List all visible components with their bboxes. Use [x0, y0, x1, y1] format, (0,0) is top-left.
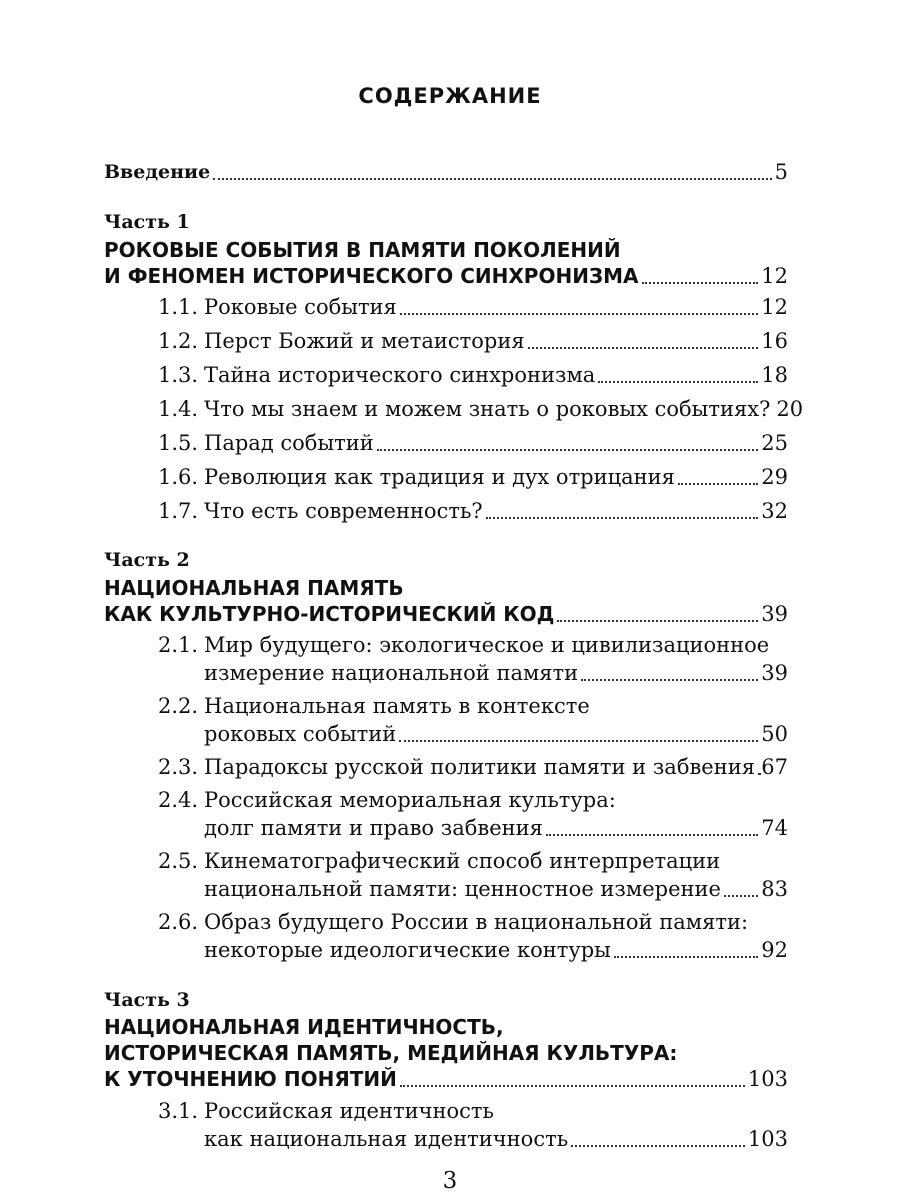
section-title: Парадоксы русской политики памяти и забвения: [204, 755, 755, 779]
section-number: 3.1.: [158, 1099, 199, 1123]
toc-entry-page: 5: [774, 160, 788, 184]
leader-dots: [486, 517, 759, 519]
toc-entry-page: 74: [761, 816, 788, 840]
toc-entry-page: 103: [747, 1127, 788, 1151]
leader-dots: [528, 347, 759, 349]
part-label: Часть 1: [104, 211, 190, 233]
toc-entry-part-1[interactable]: [104, 262, 788, 290]
leader-dots: [399, 740, 758, 742]
toc-entry-page: 16: [761, 329, 788, 353]
section-title: Что есть современность?: [204, 499, 483, 523]
section-title: Революция как традиция и дух отрицания: [204, 465, 675, 489]
toc-entry-section[interactable]: [204, 875, 788, 903]
part-heading-line: РОКОВЫЕ СОБЫТИЯ В ПАМЯТИ ПОКОЛЕНИЙ: [104, 238, 621, 262]
leader-dots: [377, 449, 758, 451]
toc-entry-page: 20: [776, 397, 804, 421]
toc-entry-section[interactable]: [204, 497, 788, 525]
section-number: 2.4.: [158, 788, 199, 812]
toc-entry-page: 67: [761, 755, 788, 779]
leader-dots: [400, 1085, 745, 1087]
part-heading-line: К УТОЧНЕНИЮ ПОНЯТИЙ: [104, 1067, 397, 1091]
section-title: Парад событий: [204, 431, 374, 455]
section-number: 1.4.: [158, 397, 199, 421]
toc-entry-page: 12: [761, 264, 788, 288]
section-title: национальной памяти: ценностное измерение: [204, 877, 721, 901]
part-heading-line: НАЦИОНАЛЬНАЯ ИДЕНТИЧНОСТЬ,: [104, 1015, 504, 1039]
toc-entry-section[interactable]: [204, 1125, 788, 1153]
toc-entry-section[interactable]: [204, 936, 788, 964]
toc-entry-page: 32: [761, 499, 788, 523]
section-number: 2.2.: [158, 694, 199, 718]
leader-dots: [581, 679, 758, 681]
section-title: долг памяти и право забвения: [204, 816, 543, 840]
section-number: 2.3.: [158, 755, 199, 779]
toc-entry-page: 25: [761, 431, 788, 455]
part-heading-line: КАК КУЛЬТУРНО-ИСТОРИЧЕСКИЙ КОД: [104, 602, 555, 626]
toc-entry-part-3[interactable]: [104, 1065, 788, 1093]
toc-entry-page: 83: [761, 877, 788, 901]
section-number: 2.6.: [158, 910, 199, 934]
toc-entry-section[interactable]: [204, 361, 788, 389]
page-title: СОДЕРЖАНИЕ: [358, 84, 542, 108]
leader-dots: [571, 1145, 745, 1147]
toc-entry-page: 50: [761, 722, 788, 746]
section-number: 1.1.: [158, 295, 199, 319]
section-title: Роковые события: [204, 295, 397, 319]
toc-entry-section[interactable]: [204, 429, 788, 457]
section-title: Мир будущего: экологическое и цивилизационное: [204, 633, 770, 657]
page-number: 3: [442, 1168, 458, 1194]
section-title: Тайна исторического синхронизма: [204, 363, 596, 387]
leader-dots: [557, 620, 758, 622]
toc-entry-section[interactable]: [204, 720, 788, 748]
section-title: Национальная память в контексте: [204, 694, 590, 718]
leader-dots: [213, 178, 771, 180]
section-title: роковых событий: [204, 722, 397, 746]
toc-entry-page: 29: [761, 465, 788, 489]
section-title: Образ будущего России в национальной памяти:: [204, 910, 749, 934]
section-title: некоторые идеологические контуры: [204, 938, 611, 962]
toc-entry-section[interactable]: [204, 463, 788, 491]
part-label: Часть 3: [104, 989, 190, 1011]
leader-dots: [678, 483, 758, 485]
section-title: Российская мемориальная культура:: [204, 788, 616, 812]
toc-entry-label: Введение: [104, 161, 211, 183]
leader-dots: [546, 834, 758, 836]
toc-entry-page: 12: [761, 295, 788, 319]
leader-dots: [724, 895, 758, 897]
leader-dots: [614, 956, 758, 958]
toc-entry-page: 103: [747, 1067, 788, 1091]
part-label: Часть 2: [104, 549, 190, 571]
toc-entry-page: 18: [761, 363, 788, 387]
toc-entry-section[interactable]: [204, 753, 788, 781]
section-number: 2.5.: [158, 849, 199, 873]
toc-entry-section[interactable]: [204, 395, 804, 423]
toc-entry-page: 92: [761, 938, 788, 962]
section-number: 1.2.: [158, 329, 199, 353]
section-number: 1.7.: [158, 499, 199, 523]
leader-dots: [642, 282, 759, 284]
section-title: как национальная идентичность: [204, 1127, 569, 1151]
toc-entry-part-2[interactable]: [104, 600, 788, 628]
section-number: 1.6.: [158, 465, 199, 489]
section-title: Что мы знаем и можем знать о роковых событиях?: [204, 397, 771, 421]
leader-dots: [400, 313, 758, 315]
section-title: Кинематографический способ интерпретации: [204, 849, 721, 873]
section-title: измерение национальной памяти: [204, 661, 579, 685]
section-title: Российская идентичность: [204, 1099, 494, 1123]
toc-entry-page: 39: [761, 602, 788, 626]
part-heading-line: И ФЕНОМЕН ИСТОРИЧЕСКОГО СИНХРОНИЗМА: [104, 264, 639, 288]
part-heading-line: НАЦИОНАЛЬНАЯ ПАМЯТЬ: [104, 576, 404, 600]
part-heading-line: ИСТОРИЧЕСКАЯ ПАМЯТЬ, МЕДИЙНАЯ КУЛЬТУРА:: [104, 1041, 678, 1065]
toc-entry-section[interactable]: [204, 814, 788, 842]
toc-entry-page: 39: [761, 661, 788, 685]
toc-entry-section[interactable]: [204, 293, 788, 321]
section-number: 1.5.: [158, 431, 199, 455]
leader-dots: [598, 381, 758, 383]
toc-entry-section[interactable]: [204, 327, 788, 355]
section-title: Перст Божий и метаистория: [204, 329, 525, 353]
section-number: 2.1.: [158, 633, 199, 657]
toc-entry-section[interactable]: [204, 659, 788, 687]
toc-entry-intro[interactable]: [104, 158, 788, 186]
section-number: 1.3.: [158, 363, 199, 387]
